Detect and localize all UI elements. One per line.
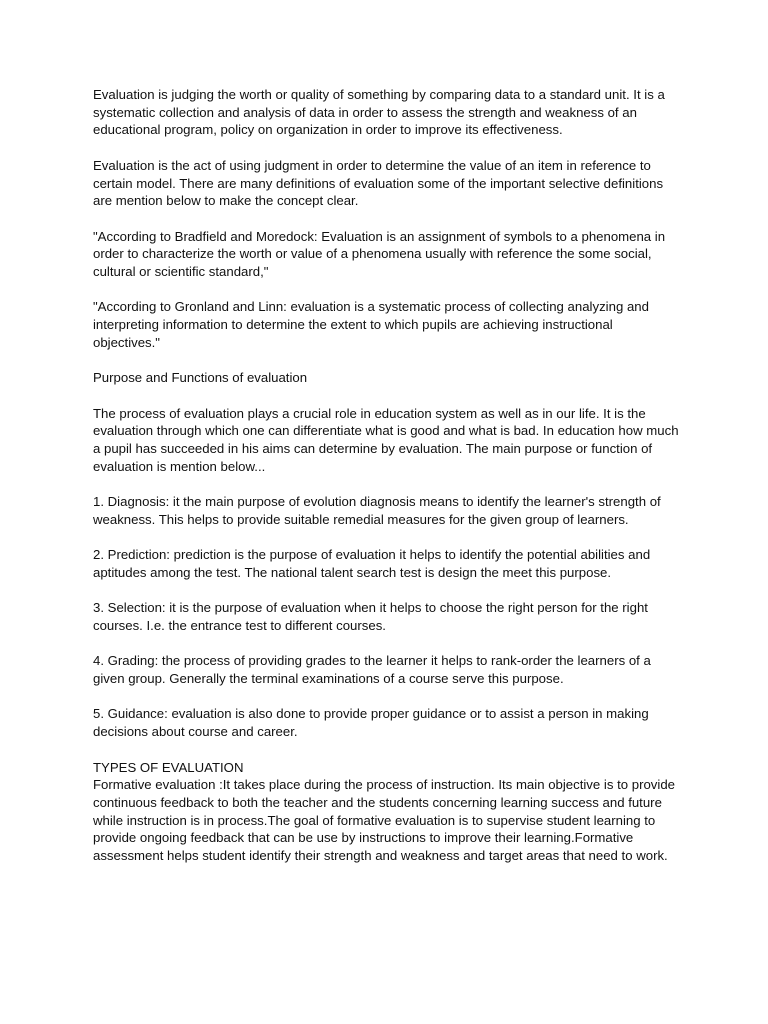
paragraph-definition: Evaluation is judging the worth or quality of something by comparing data to a standard unit. It is a systematic collection and analysis of data in order to assess the strength and weakness of an educational program, policy on organization in order to improve its effectiveness.: [93, 87, 665, 138]
list-item-prediction: 2. Prediction: prediction is the purpose of evaluation it helps to identify the potential abilities and aptitudes among the test. The national talent search test is design the meet this purpose.: [93, 547, 651, 580]
document-page: [93, 86, 683, 882]
list-item-selection: 3. Selection: it is the purpose of evaluation when it helps to choose the right person for the right courses. I.e. the entrance test to different courses.: [93, 600, 648, 633]
list-item-diagnosis: 1. Diagnosis: it the main purpose of evolution diagnosis means to identify the learner's strength of weakness. This helps to provide suitable remedial measures for the given group of learners.: [93, 494, 661, 527]
section-heading-types: TYPES OF EVALUATION: [93, 759, 244, 775]
paragraph-formative: Formative evaluation :It takes place during the process of instruction. Its main objective is to provide continuous feedback to both the teacher and the students concerning learning success and future while instruction is in process.The goal of formative evaluation is to supervise student learning to provide ongoing feedback that can be use by instructions to improve their learning.Formative assessment helps student identify their strength and weakness and target areas that need to work.: [93, 777, 676, 864]
list-item-grading: 4. Grading: the process of providing grades to the learner it helps to rank-order the learners of a given group. Generally the terminal examinations of a course serve this purpose.: [93, 653, 651, 687]
list-item-guidance: 5. Guidance: evaluation is also done to provide proper guidance or to assist a person in making decisions about course and career.: [93, 706, 649, 740]
paragraph-bradfield-quote: "According to Bradfield and Moredock: Evaluation is an assignment of symbols to a phenomena in order to characterize the worth or value of a phenomena usually with reference the some social, cultural or scientific standard,": [93, 228, 666, 279]
paragraph-judgment: Evaluation is the act of using judgment in order to determine the value of an item in reference to certain model. There are many definitions of evaluation some of the important selective definitions are mention below to make the concept clear.: [93, 157, 664, 209]
section-heading-purpose: Purpose and Functions of evaluation: [93, 370, 308, 386]
paragraph-gronland-quote: "According to Gronland and Linn: evaluation is a systematic process of collecting analyzing and interpreting information to determine the extent to which pupils are achieving instructional objectives.": [93, 299, 649, 350]
paragraph-process: The process of evaluation plays a crucial role in education system as well as in our life. It is the evaluation through which one can differentiate what is good and what is bad. In education how much a pupil has succeeded in his aims can determine by evaluation. The main purpose or function of evaluation is mention below...: [93, 405, 679, 474]
